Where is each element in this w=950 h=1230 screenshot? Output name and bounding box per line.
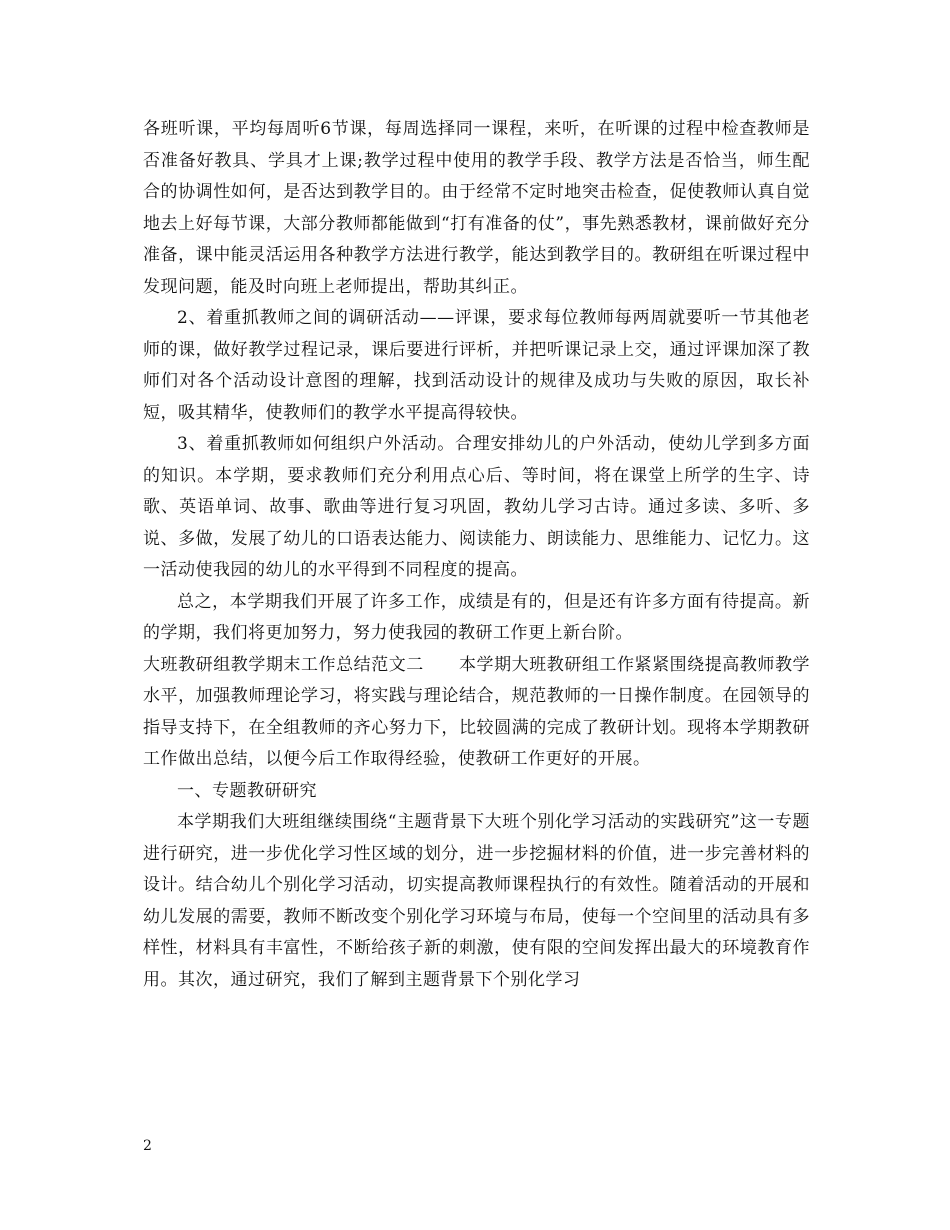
paragraph-summary: 总之，本学期我们开展了许多工作，成绩是有的，但是还有许多方面有待提高。新的学期，我们将更加努力，努力使我园的教研工作更上新台阶。	[143, 591, 810, 643]
page-number: 2	[143, 1138, 152, 1154]
paragraph-lesson-observation: 各班听课，平均每周听6节课，每周选择同一课程，来听，在听课的过程中检查教师是否准备好教具、学具才上课;教学过程中使用的教学手段、教学方法是否恰当，师生配合的协调性如何，是否达到教学目的。由于经常不定时地突击检查，促使教师认真自觉地去上好每节课，大部分教师都能做到“打有准备的仗”，事先熟悉教材，课前做好充分准备，课中能灵活运用各种教学方法进行教学，能达到教学目的。教研组在听课过程中发现问题，能及时向班上老师提出，帮助其纠正。	[143, 119, 810, 297]
document-body	[143, 114, 810, 996]
paragraph-outdoor-activities: 3、着重抓教师如何组织户外活动。合理安排幼儿的户外活动，使幼儿学到多方面的知识。本学期，要求教师们充分利用点心后、等时间，将在课堂上所学的生字、诗歌、英语单词、故事、歌曲等进行复习巩固，教幼儿学习古诗。通过多读、多听、多说、多做，发展了幼儿的口语表达能力、阅读能力、朗读能力、思维能力、记忆力。这一活动使我园的幼儿的水平得到不同程度的提高。	[143, 434, 810, 580]
paragraph-peer-review: 2、着重抓教师之间的调研活动——评课，要求每位教师每两周就要听一节其他老师的课，做好教学过程记录，课后要进行评析，并把听课记录上交，通过评课加深了教师们对各个活动设计意图的理解，找到活动设计的规律及成功与失败的原因，取长补短，吸其精华，使教师们的教学水平提高得较快。	[143, 308, 810, 423]
paragraph-sample-two-intro: 大班教研组教学期末工作总结范文二 本学期大班教研组工作紧紧围绕提高教师教学水平，加强教师理论学习，将实践与理论结合，规范教师的一日操作制度。在园领导的指导支持下，在全组教师的齐心努力下，比较圆满的完成了教研计划。现将本学期教研工作做出总结，以便今后工作取得经验，使教研工作更好的开展。	[143, 654, 810, 769]
section-heading-special-research: 一、专题教研研究	[177, 780, 317, 801]
paragraph-special-research: 本学期我们大班组继续围绕“主题背景下大班个别化学习活动的实践研究”这一专题进行研究，进一步优化学习性区域的划分，进一步挖掘材料的价值，进一步完善材料的设计。结合幼儿个别化学习活动，切实提高教师课程执行的有效性。随着活动的开展和幼儿发展的需要，教师不断改变个别化学习环境与布局，使每一个空间里的活动具有多样性，材料具有丰富性，不断给孩子新的刺激，使有限的空间发挥出最大的环境教育作用。其次，通过研究，我们了解到主题背景下个别化学习	[143, 812, 810, 990]
